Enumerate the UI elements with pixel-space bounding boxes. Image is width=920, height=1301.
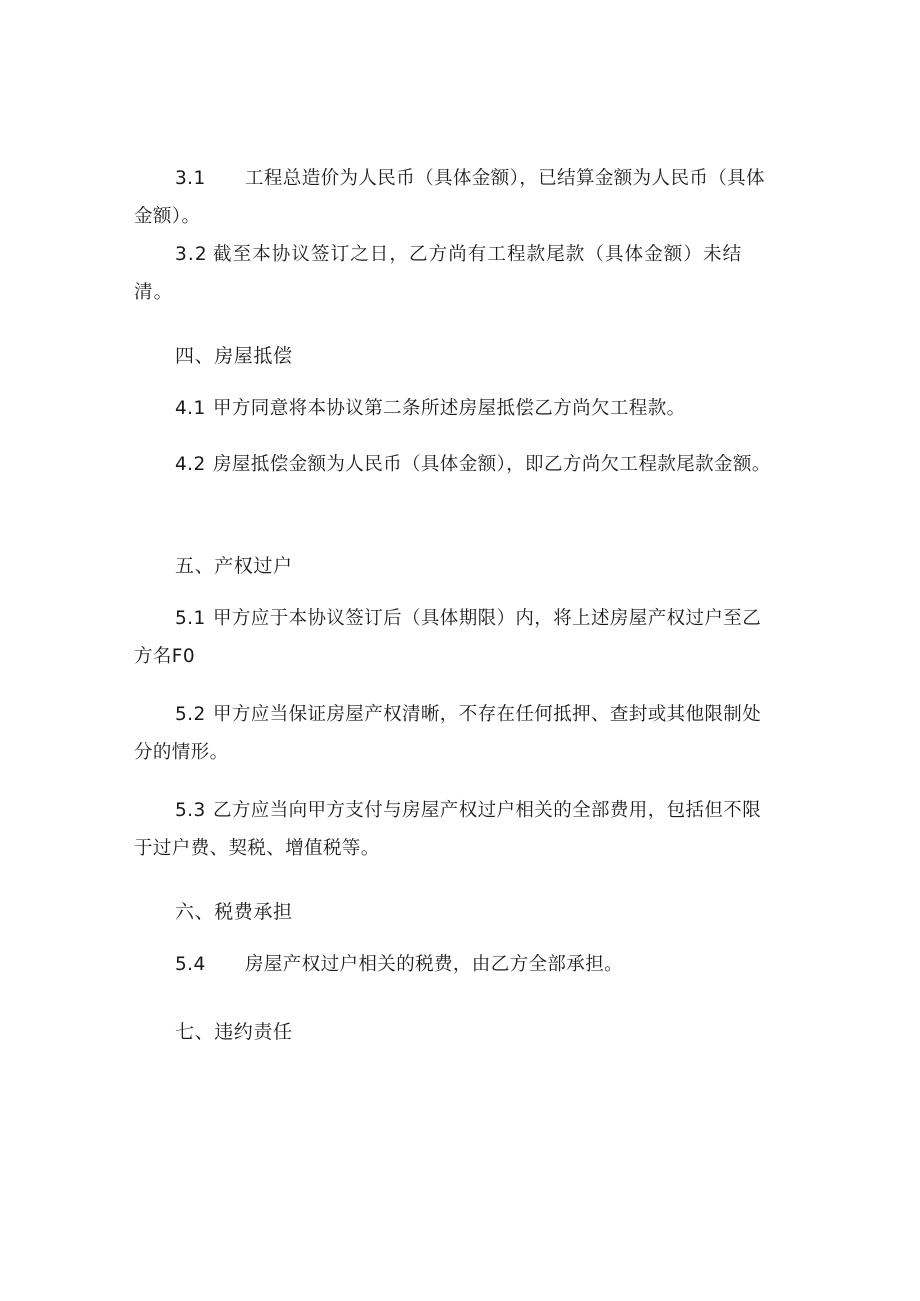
clause-text: 截至本协议签订之日，乙方尚有工程款尾款（具体金额）未结清。 xyxy=(134,244,743,303)
clause-5-2 xyxy=(134,696,777,772)
section-heading-6: 六、税费承担 xyxy=(175,901,293,923)
clause-number: 5.3 xyxy=(175,800,206,821)
clause-4-2 xyxy=(134,446,777,484)
clause-number: 3.2 xyxy=(175,244,208,265)
clause-4-1 xyxy=(134,390,777,428)
section-heading-4: 四、房屋抵偿 xyxy=(175,345,293,367)
section-heading-7: 七、违约责任 xyxy=(175,1021,293,1043)
clause-number: 3.1 xyxy=(175,168,206,189)
clause-number: 5.1 xyxy=(175,608,206,629)
clause-text: 房屋抵偿金额为人民币（具体金额），即乙方尚欠工程款尾款金额。 xyxy=(213,454,771,475)
clause-number: 4.1 xyxy=(175,398,206,419)
clause-3-1 xyxy=(134,160,777,236)
clause-number: 5.4 xyxy=(175,954,206,975)
clause-text: 工程总造价为人民币（具体金额），已结算金额为人民币（具体金额）。 xyxy=(134,168,765,227)
clause-text: 乙方应当向甲方支付与房屋产权过户相关的全部费用，包括但不限于过户费、契税、增值税等。 xyxy=(134,800,762,859)
section-heading-5: 五、产权过户 xyxy=(175,555,293,577)
clause-text: 甲方应当保证房屋产权清晰，不存在任何抵押、查封或其他限制处分的情形。 xyxy=(134,704,762,763)
clause-number: 4.2 xyxy=(175,454,206,475)
clause-number: 5.2 xyxy=(175,704,206,725)
clause-5-4 xyxy=(134,946,777,984)
clause-3-2 xyxy=(134,236,777,312)
clause-5-1 xyxy=(134,600,777,676)
clause-text: 房屋产权过户相关的税费，由乙方全部承担。 xyxy=(245,954,624,975)
clause-5-3 xyxy=(134,792,777,868)
clause-text: 甲方同意将本协议第二条所述房屋抵偿乙方尚欠工程款。 xyxy=(213,398,686,419)
clause-text: 甲方应于本协议签订后（具体期限）内，将上述房屋产权过户至乙方名F0 xyxy=(134,608,762,667)
